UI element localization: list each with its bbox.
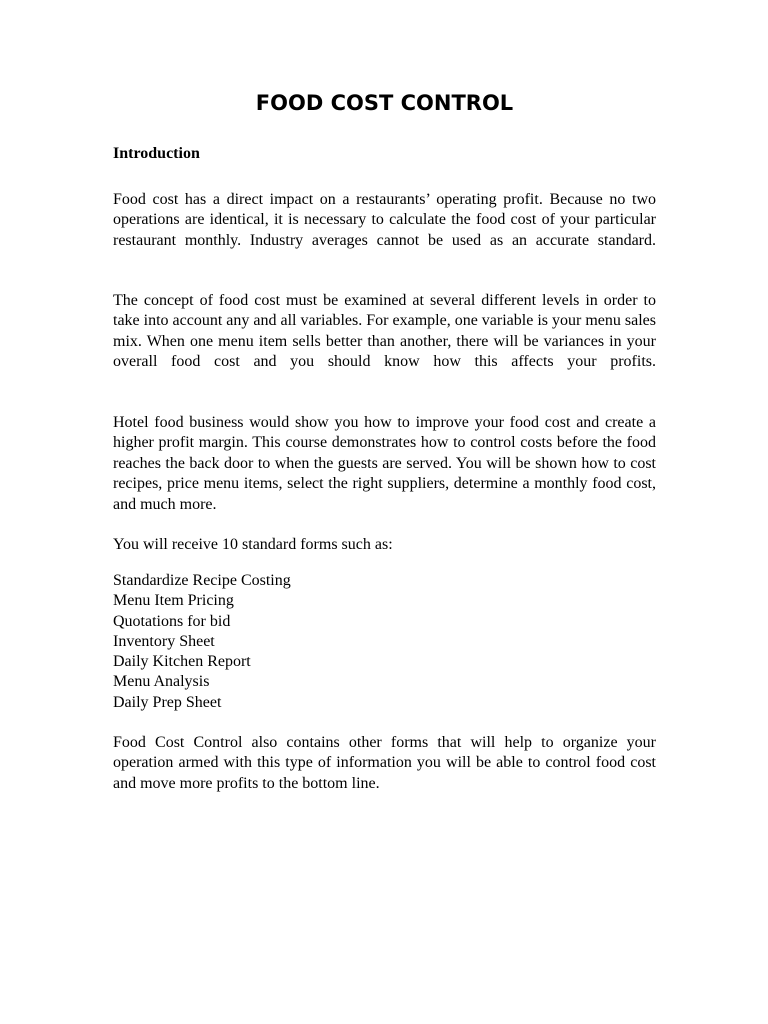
list-item: Daily Kitchen Report	[113, 653, 251, 671]
paragraph-food-cost-impact: Food cost has a direct impact on a restaurants’ operating profit. Because no two operations are identical, it is necessary to calculate the food cost of your particular restaurant monthly. Industry averages cannot be used as an accurate standard.	[113, 191, 656, 249]
forms-list	[113, 571, 291, 713]
list-item: Standardize Recipe Costing	[113, 572, 291, 589]
document-title: FOOD COST CONTROL	[255, 91, 514, 115]
list-item: Menu Item Pricing	[113, 592, 234, 610]
forms-intro: You will receive 10 standard forms such as:	[113, 536, 393, 553]
paragraph-food-cost-concept: The concept of food cost must be examined at several different levels in order to take into account any and all variables. For example, one variable is your menu sales mix. When one menu item sells better than another, there will be variances in your overall food cost and you should know how this affects your profits.	[113, 292, 656, 371]
list-item: Daily Prep Sheet	[113, 693, 222, 711]
section-heading-introduction: Introduction	[113, 145, 200, 162]
list-item: Quotations for bid	[113, 612, 231, 630]
list-item: Inventory Sheet	[113, 632, 215, 650]
list-item: Menu Analysis	[113, 673, 210, 691]
paragraph-course-description: Hotel food business would show you how to improve your food cost and create a higher profit margin. This course demonstrates how to control costs before the food reaches the back door to when the guests are served. You will be shown how to cost recipes, price menu items, select the right suppliers, determine a monthly food cost, and much more.	[113, 414, 656, 513]
paragraph-closing: Food Cost Control also contains other forms that will help to organize your operation armed with this type of information you will be able to control food cost and move more profits to the bottom line.	[113, 734, 656, 792]
